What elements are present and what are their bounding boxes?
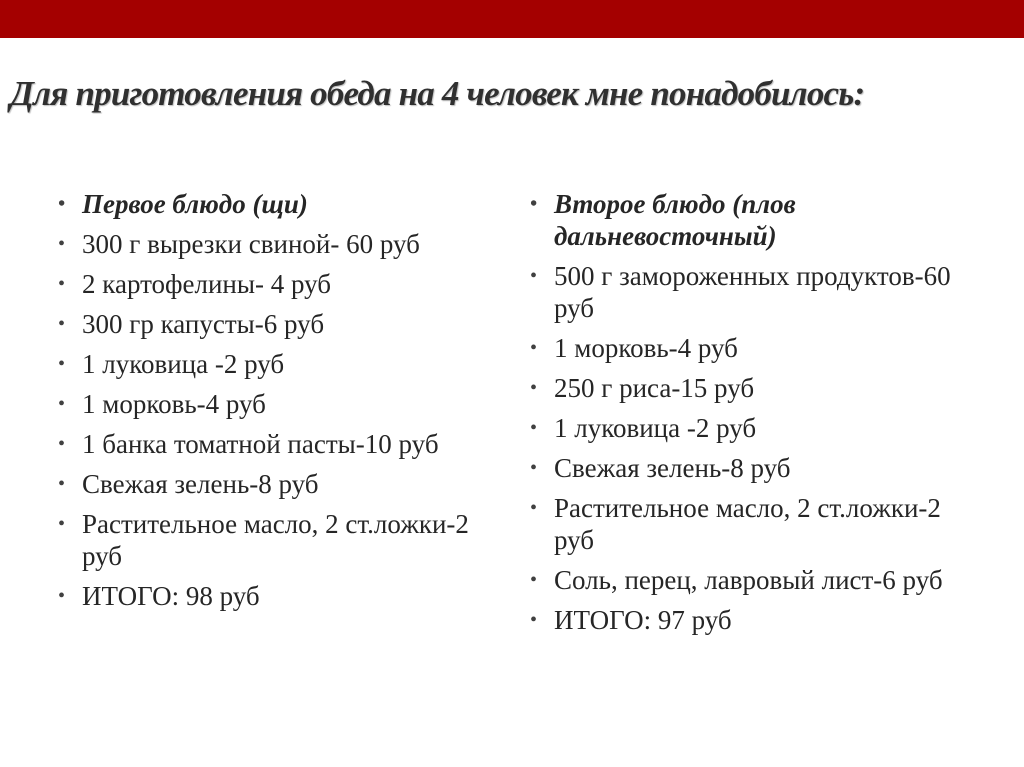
list-item — [58, 508, 498, 572]
list-item — [530, 332, 960, 364]
bullet-icon: • — [58, 473, 66, 495]
bullet-icon: • — [58, 513, 66, 535]
list-item — [530, 564, 960, 596]
bullet-icon: • — [58, 393, 66, 415]
list-item — [530, 492, 960, 556]
bullet-icon: • — [530, 377, 538, 399]
list-item — [58, 268, 498, 300]
list-item-text: 1 луковица -2 руб — [82, 349, 285, 379]
list-item — [530, 260, 960, 324]
list-item-text: 2 картофелины- 4 руб — [82, 269, 332, 299]
bullet-icon: • — [530, 193, 538, 215]
list-item — [530, 372, 960, 404]
bullet-icon: • — [58, 273, 66, 295]
list-item-text: 1 морковь-4 руб — [554, 333, 738, 363]
list-item-text: 1 морковь-4 руб — [82, 389, 266, 419]
list-item-text: Первое блюдо (щи) — [82, 189, 308, 219]
right-column-list — [530, 188, 960, 644]
list-item — [58, 348, 498, 380]
top-accent-bar — [0, 0, 1024, 38]
bullet-icon: • — [530, 457, 538, 479]
bullet-icon: • — [530, 417, 538, 439]
list-item — [530, 412, 960, 444]
bullet-icon: • — [530, 609, 538, 631]
bullet-icon: • — [530, 497, 538, 519]
list-item-text: 1 банка томатной пасты-10 руб — [82, 429, 439, 459]
list-item-text: Соль, перец, лавровый лист-6 руб — [554, 565, 943, 595]
list-item — [58, 388, 498, 420]
bullet-icon: • — [58, 193, 66, 215]
bullet-icon: • — [58, 353, 66, 375]
list-item-text: ИТОГО: 98 руб — [82, 581, 260, 611]
list-item-text: Свежая зелень-8 руб — [554, 453, 791, 483]
list-heading — [58, 188, 498, 220]
list-item — [58, 228, 498, 260]
list-item-text: 250 г риса-15 руб — [554, 373, 755, 403]
list-item-text: 500 г замороженных продуктов-60 руб — [554, 261, 951, 323]
left-column-list — [58, 188, 498, 620]
list-item-text: 300 гр капусты-6 руб — [82, 309, 325, 339]
bullet-icon: • — [530, 569, 538, 591]
list-item-text: ИТОГО: 97 руб — [554, 605, 732, 635]
list-item-text: 300 г вырезки свиной- 60 руб — [82, 229, 420, 259]
bullet-icon: • — [530, 265, 538, 287]
list-heading — [530, 188, 960, 252]
list-item — [58, 308, 498, 340]
list-item-text: Второе блюдо (плов дальневосточный) — [554, 189, 796, 251]
list-item-text: Растительное масло, 2 ст.ложки-2 руб — [554, 493, 941, 555]
list-item-text: Свежая зелень-8 руб — [82, 469, 319, 499]
list-item-text: Растительное масло, 2 ст.ложки-2 руб — [82, 509, 469, 571]
slide-title: Для приготовления обеда на 4 человек мне понадобилось: — [10, 74, 865, 113]
list-item — [58, 580, 498, 612]
list-item — [530, 452, 960, 484]
list-item — [530, 604, 960, 636]
bullet-icon: • — [530, 337, 538, 359]
list-item — [58, 428, 498, 460]
bullet-icon: • — [58, 233, 66, 255]
bullet-icon: • — [58, 585, 66, 607]
bullet-icon: • — [58, 313, 66, 335]
bullet-icon: • — [58, 433, 66, 455]
list-item — [58, 468, 498, 500]
list-item-text: 1 луковица -2 руб — [554, 413, 757, 443]
